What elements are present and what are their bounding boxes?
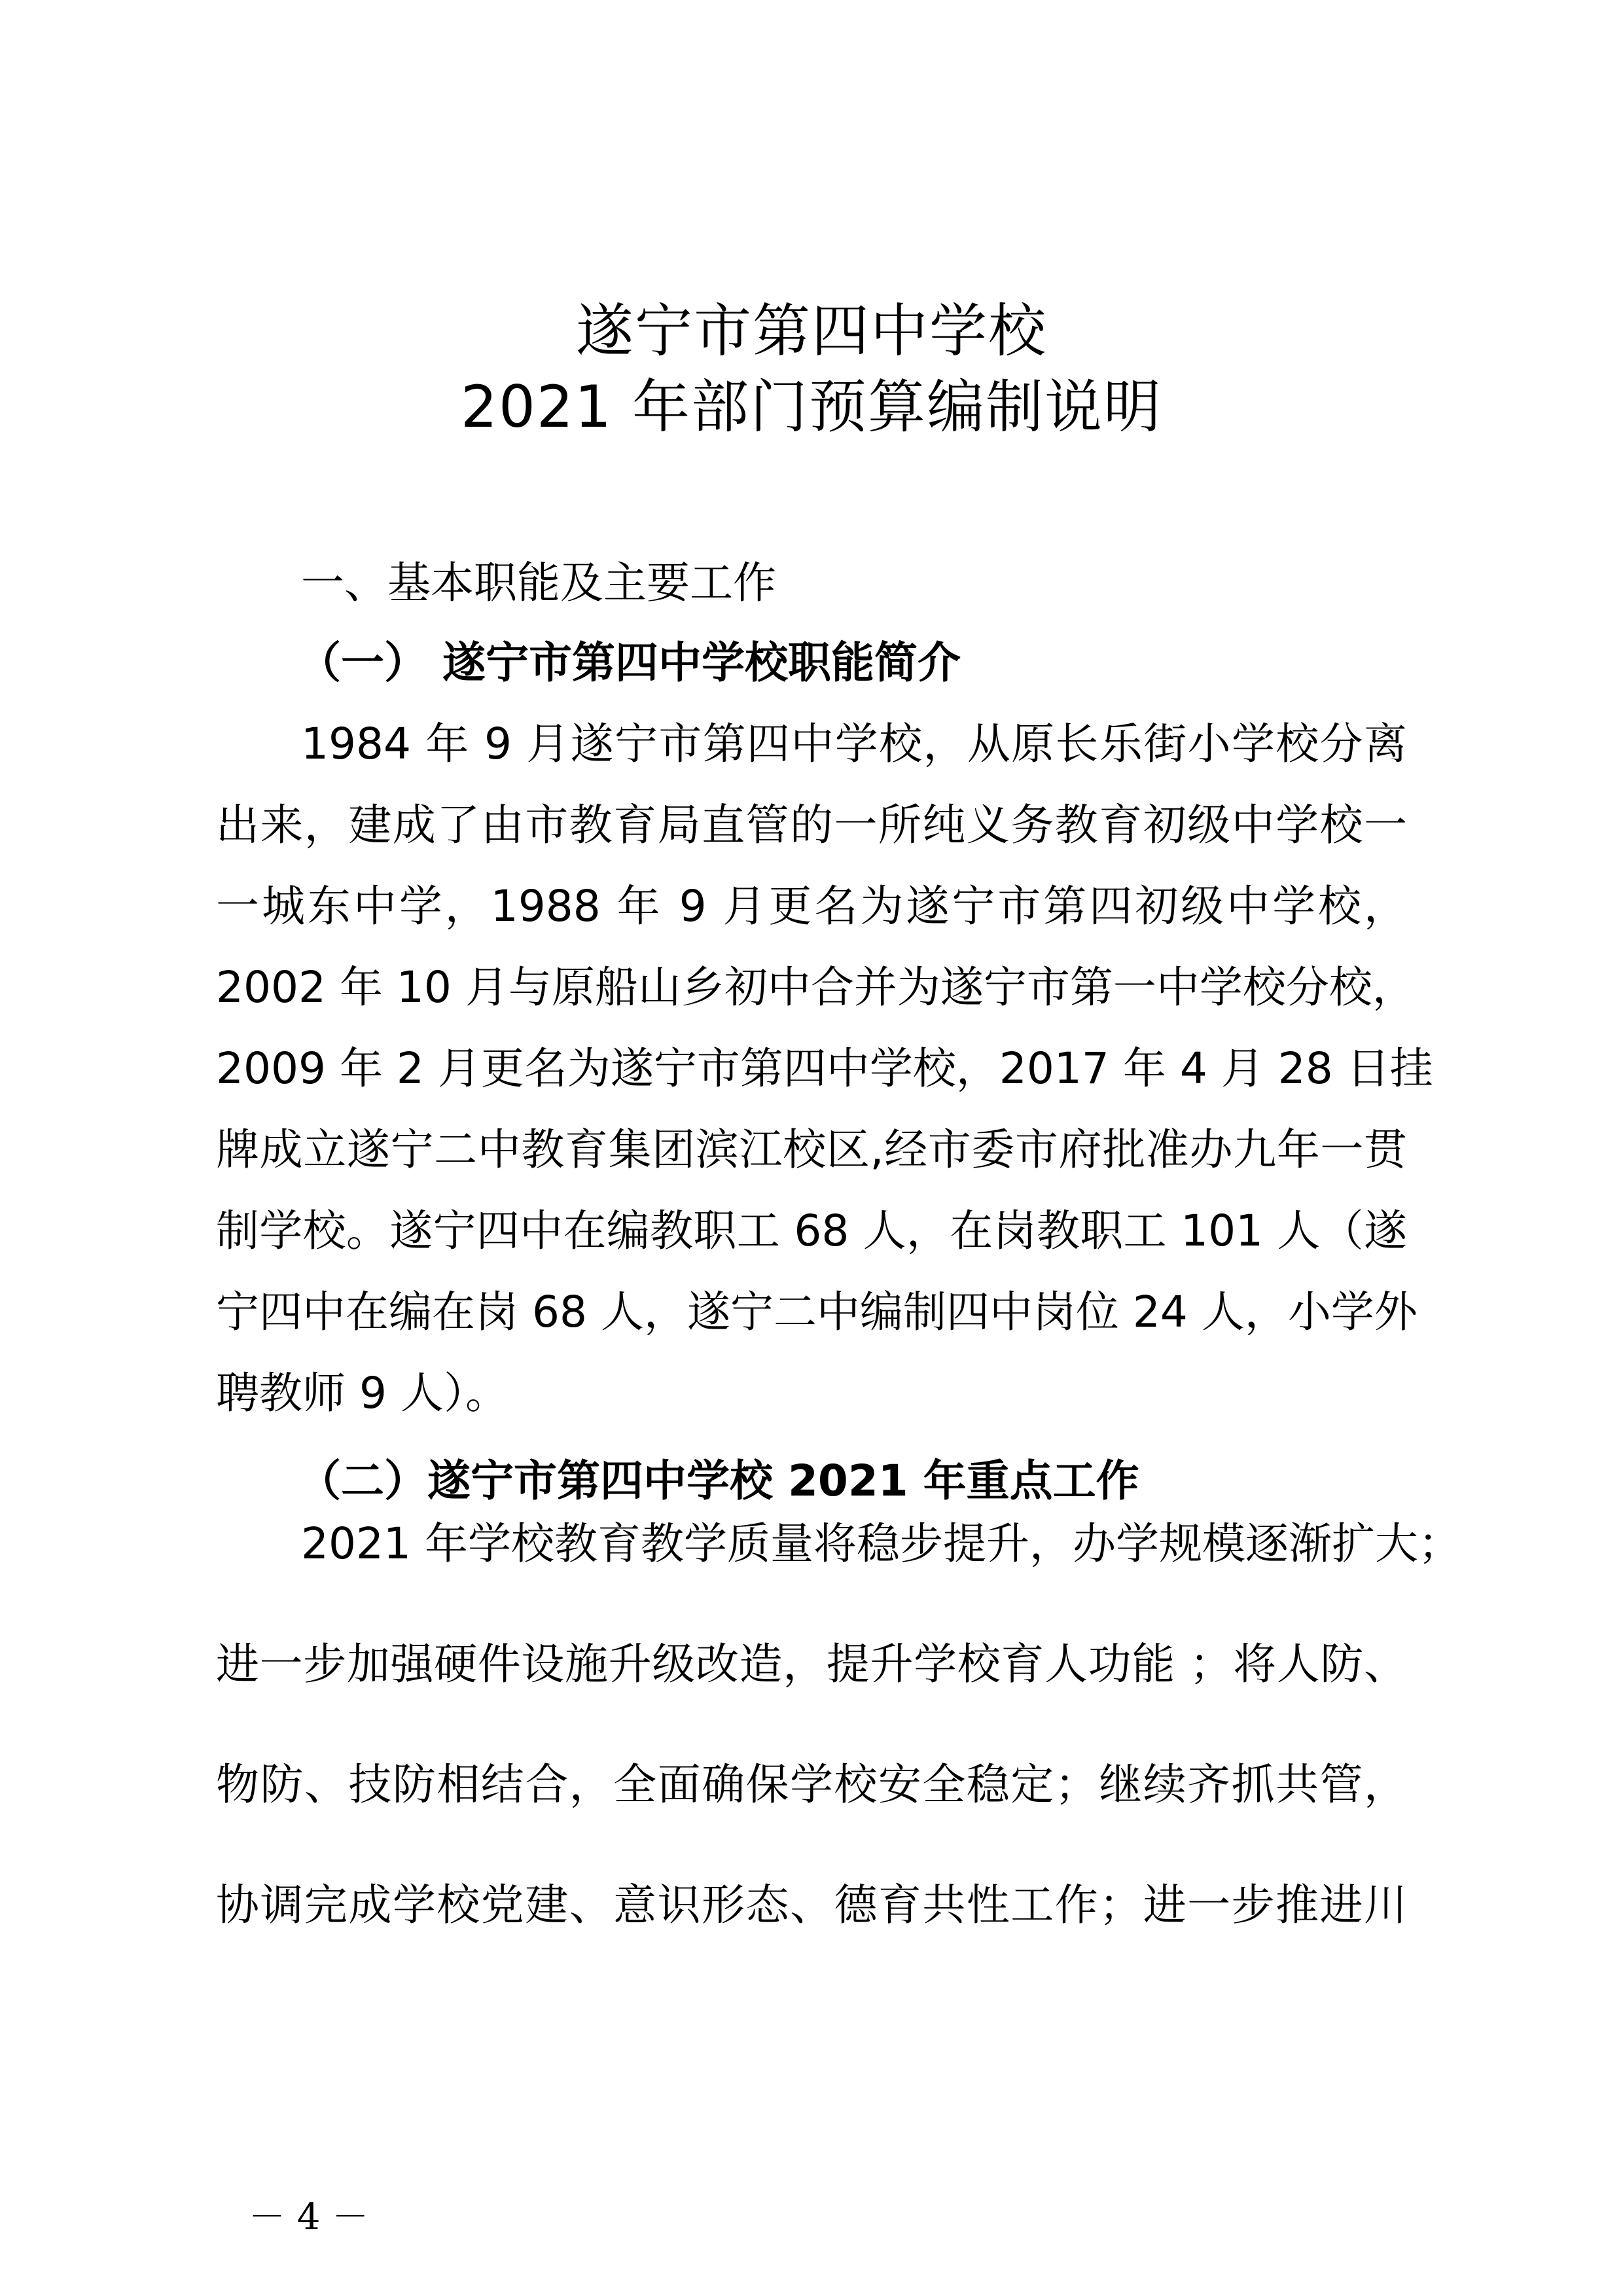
- paragraph-line: 2021 年学校教育教学质量将稳步提升，办学规模逐渐扩大；: [301, 1518, 1461, 1569]
- paragraph-line: 1984 年 9 月遂宁市第四中学校，从原长乐街小学校分离: [301, 719, 1407, 769]
- subsection-heading-1: （一） 遂宁市第四中学校职能简介: [298, 637, 961, 688]
- page-number: － 4 －: [249, 2196, 369, 2238]
- subsection-heading-2: （二）遂宁市第四中学校 2021 年重点工作: [298, 1456, 1139, 1506]
- section-heading: 一、基本职能及主要工作: [301, 558, 776, 608]
- paragraph-line: 聘教师 9 人）。: [216, 1368, 508, 1418]
- paragraph-line: 物防、技防相结合，全面确保学校安全稳定；继续齐抓共管，: [216, 1759, 1407, 1810]
- title-line-1: 遂宁市第四中学校: [575, 297, 1047, 365]
- paragraph-line: 制学校。遂宁四中在编教职工 68 人，在岗教职工 101 人（遂: [216, 1206, 1407, 1256]
- paragraph-line: 2002 年 10 月与原船山乡初中合并为遂宁市第一中学校分校，: [216, 962, 1416, 1013]
- title-line-2: 2021 年部门预算编制说明: [461, 373, 1162, 440]
- paragraph-line: 进一步加强硬件设施升级改造，提升学校育人功能 ；将人防、: [216, 1639, 1407, 1689]
- paragraph-line: 2009 年 2 月更名为遂宁市第四中学校，2017 年 4 月 28 日挂: [216, 1043, 1433, 1094]
- paragraph-line: 一城东中学，1988 年 9 月更名为遂宁市第四初级中学校，: [216, 881, 1407, 931]
- paragraph-line: 宁四中在编在岗 68 人，遂宁二中编制四中岗位 24 人，小学外: [216, 1287, 1418, 1337]
- paragraph-line: 牌成立遂宁二中教育集团滨江校区,经市委市府批准办九年一贯: [216, 1124, 1407, 1175]
- paragraph-line: 出来，建成了由市教育局直管的一所纯义务教育初级中学校一: [216, 800, 1407, 850]
- paragraph-line: 协调完成学校党建、意识形态、德育共性工作；进一步推进川: [216, 1880, 1407, 1930]
